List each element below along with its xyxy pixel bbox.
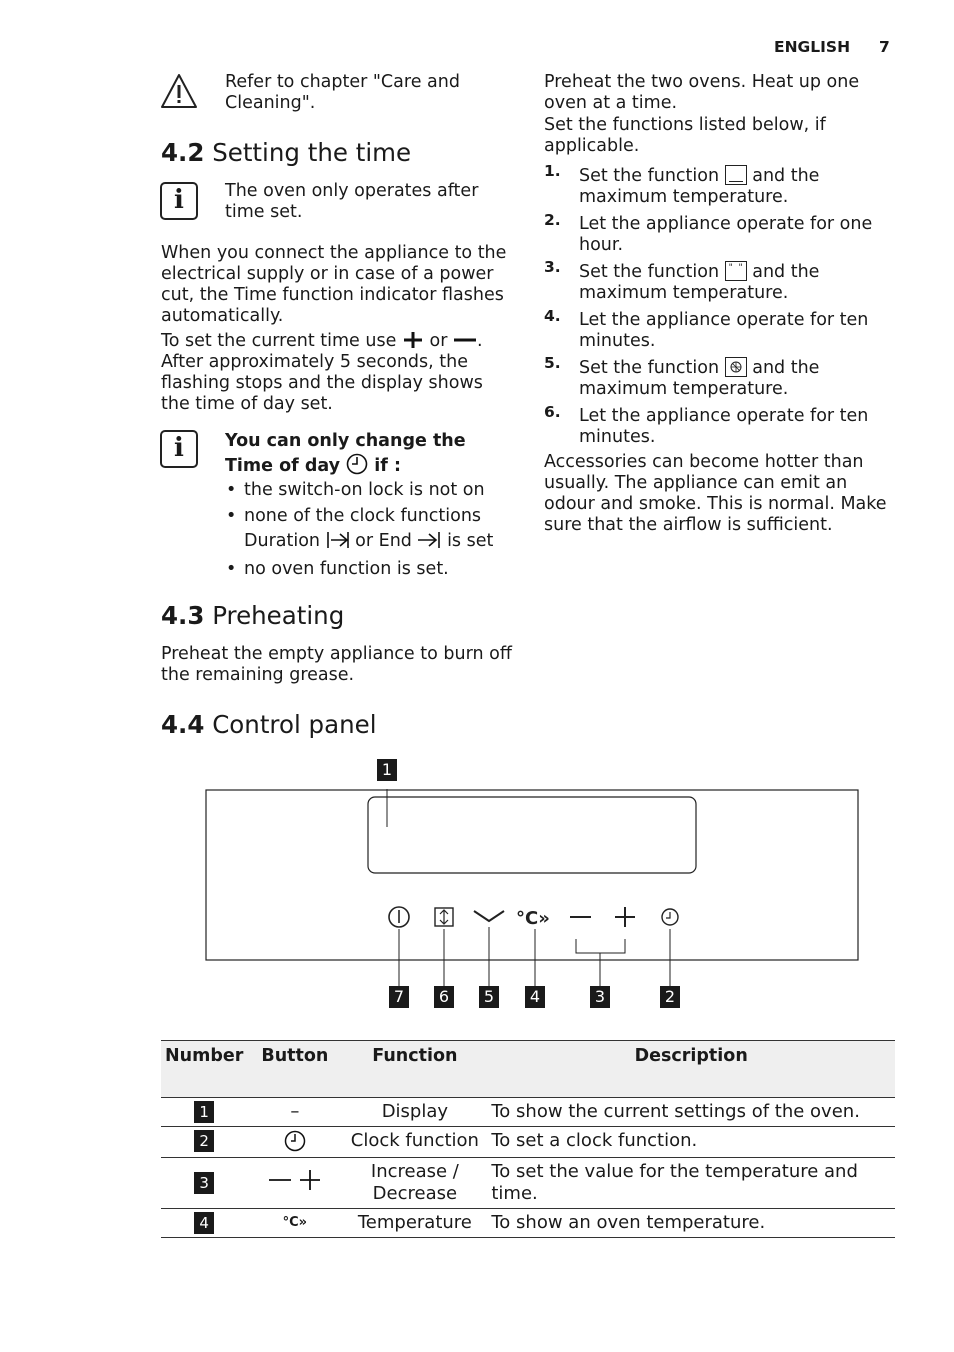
oven-function-icon — [435, 908, 453, 926]
plus-icon — [402, 331, 424, 349]
minus-plus-icon — [267, 1169, 323, 1191]
row-number-badge: 1 — [194, 1101, 214, 1123]
paragraph-preheat-ovens: Preheat the two ovens. Heat up one oven at a time. — [544, 72, 860, 113]
page-number: 7 — [879, 38, 890, 56]
plus-icon — [615, 907, 635, 927]
table-row — [161, 1209, 895, 1238]
list-item: • none of the clock functions Duration or End is set — [225, 504, 515, 554]
info-icon: i — [160, 182, 198, 220]
paragraph-set-time: To set the current time use or . After approximately 5 seconds, the flashing stops and the display shows the time of day set. — [161, 331, 483, 414]
list-item: 2. Let the appliance operate for one hour. — [544, 211, 873, 255]
column-header-button: Button — [247, 1041, 342, 1098]
button-cell: – — [247, 1098, 342, 1127]
end-icon — [417, 531, 441, 549]
conventional-heating-icon — [725, 165, 747, 185]
callout-4: 4 — [525, 986, 545, 1008]
description-cell: To show the current settings of the oven. — [487, 1098, 895, 1127]
info-icon: i — [160, 430, 198, 468]
preheat-steps-list — [544, 162, 899, 453]
table-row — [161, 1098, 895, 1127]
display-screen — [368, 797, 696, 873]
clock-icon — [284, 1130, 306, 1152]
callout-7: 7 — [389, 986, 409, 1008]
warning-text: Refer to chapter "Care and Cleaning". — [225, 72, 460, 113]
paragraph-preheating: Preheat the empty appliance to burn off the remaining grease. — [161, 644, 512, 685]
control-panel-table — [161, 1040, 895, 1238]
function-cell: Temperature — [342, 1209, 487, 1238]
row-number-badge: 4 — [194, 1212, 214, 1234]
control-panel-diagram — [200, 755, 865, 1015]
list-item: 3. Set the function " " and the maximum temperature. — [544, 258, 820, 303]
list-item: 1. Set the function and the maximum temperature. — [544, 162, 820, 207]
button-cell — [247, 1127, 342, 1158]
minus-icon — [453, 331, 477, 349]
header-language: ENGLISH — [774, 38, 851, 56]
temperature-icon: °C» — [516, 908, 550, 929]
button-cell — [247, 1158, 342, 1209]
section-heading-4-4: 4.4 Control panel — [161, 710, 377, 739]
column-header-number: Number — [161, 1041, 247, 1098]
list-item: 6. Let the appliance operate for ten minutes. — [544, 403, 869, 447]
on-off-icon — [389, 907, 409, 927]
callout-2: 2 — [660, 986, 680, 1008]
description-cell: To set a clock function. — [487, 1127, 895, 1158]
note-change-time: You can only change the Time of day if : — [225, 431, 466, 476]
table-row — [161, 1127, 895, 1158]
function-cell: Display — [342, 1098, 487, 1127]
paragraph-time-intro: When you connect the appliance to the electrical supply or in case of a power cut, the Time function indicator flashes automatically. — [161, 243, 507, 326]
grill-icon: " " — [725, 261, 747, 281]
list-item: • no oven function is set. — [225, 559, 515, 580]
fan-icon — [725, 357, 747, 377]
list-item: 5. Set the function and the maximum temperature. — [544, 354, 820, 399]
callout-1: 1 — [377, 759, 397, 781]
section-heading-4-2: 4.2 Setting the time — [161, 138, 412, 167]
info-text: The oven only operates after time set. — [225, 181, 479, 222]
duration-icon — [326, 531, 350, 549]
function-cell: Clock function — [342, 1127, 487, 1158]
clock-icon — [346, 453, 368, 475]
column-header-function: Function — [342, 1041, 487, 1098]
list-item: • the switch-on lock is not on — [225, 480, 515, 501]
callout-5: 5 — [479, 986, 499, 1008]
chevron-down-icon — [474, 911, 504, 921]
table-row — [161, 1158, 895, 1209]
row-number-badge: 3 — [194, 1172, 214, 1194]
temperature-icon: °C» — [247, 1209, 342, 1238]
table-header-row — [161, 1041, 895, 1098]
warning-icon — [160, 73, 198, 109]
clock-icon — [662, 909, 678, 925]
description-cell: To show an oven temperature. — [487, 1209, 895, 1238]
callout-6: 6 — [434, 986, 454, 1008]
paragraph-set-functions: Set the functions listed below, if applicable. — [544, 115, 826, 156]
list-item: 4. Let the appliance operate for ten minutes. — [544, 307, 869, 351]
column-header-description: Description — [487, 1041, 895, 1098]
function-cell: Increase / Decrease — [342, 1158, 487, 1209]
paragraph-accessories: Accessories can become hotter than usually. The appliance can emit an odour and smoke. This is normal. Make sure that the airflow is sufficient. — [544, 452, 887, 535]
callout-3: 3 — [590, 986, 610, 1008]
row-number-badge: 2 — [194, 1130, 214, 1152]
description-cell: To set the value for the temperature and time. — [487, 1158, 895, 1209]
note-conditions-list — [225, 480, 515, 585]
section-heading-4-3: 4.3 Preheating — [161, 601, 345, 630]
